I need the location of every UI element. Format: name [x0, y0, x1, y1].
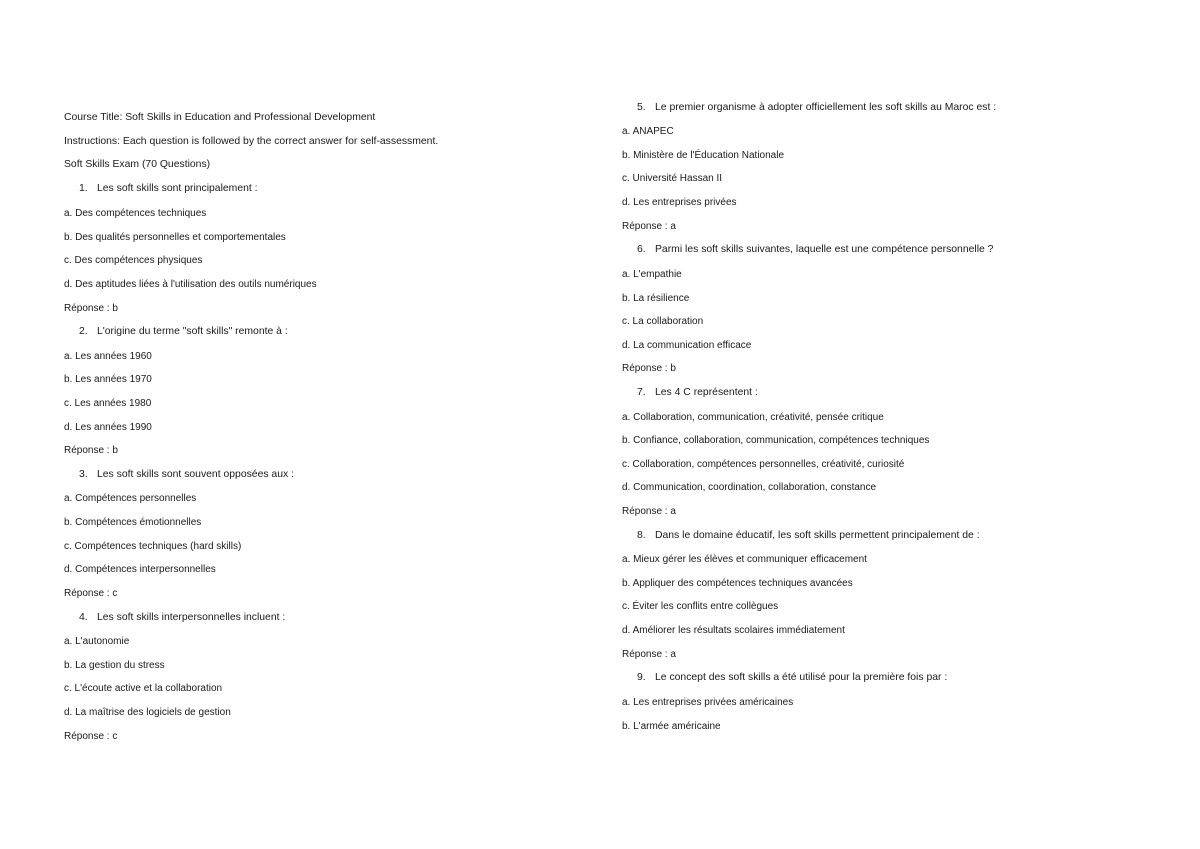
exam-title: Soft Skills Exam (70 Questions) [64, 159, 211, 170]
option-8c: c. Éviter les conflits entre collègues [622, 601, 779, 612]
option-3b: b. Compétences émotionnelles [64, 517, 202, 528]
option-6b: b. La résilience [622, 293, 690, 304]
option-6c: c. La collaboration [622, 316, 704, 327]
question-number: 2. [79, 326, 88, 337]
question-text: L'origine du terme "soft skills" remonte à : [97, 326, 288, 337]
option-1b: b. Des qualités personnelles et comportementales [64, 232, 286, 243]
option-5b: b. Ministère de l'Éducation Nationale [622, 150, 785, 161]
option-7c: c. Collaboration, compétences personnelles, créativité, curiosité [622, 459, 905, 470]
question-text: Le premier organisme à adopter officiellement les soft skills au Maroc est : [655, 102, 997, 113]
answer-7: Réponse : a [622, 506, 676, 517]
option-2a: a. Les années 1960 [64, 351, 152, 362]
option-2c: c. Les années 1980 [64, 398, 152, 409]
option-8a: a. Mieux gérer les élèves et communiquer efficacement [622, 554, 867, 565]
option-5c: c. Université Hassan II [622, 173, 723, 184]
option-4d: d. La maîtrise des logiciels de gestion [64, 707, 231, 718]
option-6a: a. L'empathie [622, 269, 682, 280]
option-6d: d. La communication efficace [622, 340, 752, 351]
question-number: 7. [637, 387, 646, 398]
answer-4: Réponse : c [64, 731, 118, 742]
option-2d: d. Les années 1990 [64, 422, 152, 433]
option-3d: d. Compétences interpersonnelles [64, 564, 216, 575]
option-2b: b. Les années 1970 [64, 374, 152, 385]
question-8 [622, 530, 980, 542]
option-8b: b. Appliquer des compétences techniques avancées [622, 578, 853, 589]
question-number: 8. [637, 530, 646, 541]
question-text: Les soft skills sont souvent opposées aux : [97, 469, 294, 480]
instructions: Instructions: Each question is followed by the correct answer for self-assessment. [64, 136, 439, 147]
question-text: Parmi les soft skills suivantes, laquelle est une compétence personnelle ? [655, 244, 994, 255]
option-1d: d. Des aptitudes liées à l'utilisation des outils numériques [64, 279, 317, 290]
answer-1: Réponse : b [64, 303, 118, 314]
question-5 [622, 102, 996, 114]
question-number: 6. [637, 244, 646, 255]
option-1c: c. Des compétences physiques [64, 255, 203, 266]
answer-2: Réponse : b [64, 445, 118, 456]
question-4 [64, 612, 285, 624]
question-number: 3. [79, 469, 88, 480]
option-4c: c. L'écoute active et la collaboration [64, 683, 223, 694]
option-3a: a. Compétences personnelles [64, 493, 197, 504]
option-7d: d. Communication, coordination, collaboration, constance [622, 482, 877, 493]
question-text: Les 4 C représentent : [655, 387, 758, 398]
option-5d: d. Les entreprises privées [622, 197, 737, 208]
question-2 [64, 326, 288, 338]
option-7a: a. Collaboration, communication, créativité, pensée critique [622, 412, 884, 423]
option-4a: a. L'autonomie [64, 636, 130, 647]
question-number: 5. [637, 102, 646, 113]
question-text: Le concept des soft skills a été utilisé pour la première fois par : [655, 672, 948, 683]
option-8d: d. Améliorer les résultats scolaires immédiatement [622, 625, 845, 636]
question-number: 4. [79, 612, 88, 623]
answer-5: Réponse : a [622, 221, 676, 232]
option-4b: b. La gestion du stress [64, 660, 165, 671]
question-7 [622, 387, 758, 399]
course-title: Course Title: Soft Skills in Education and Professional Development [64, 112, 376, 123]
option-5a: a. ANAPEC [622, 126, 674, 137]
question-6 [622, 244, 993, 256]
option-9a: a. Les entreprises privées américaines [622, 697, 794, 708]
option-1a: a. Des compétences techniques [64, 208, 207, 219]
answer-8: Réponse : a [622, 649, 676, 660]
question-1 [64, 183, 258, 195]
question-3 [64, 469, 294, 481]
question-9 [622, 672, 947, 684]
option-9b: b. L'armée américaine [622, 721, 721, 732]
question-number: 1. [79, 183, 88, 194]
answer-6: Réponse : b [622, 363, 676, 374]
question-text: Dans le domaine éducatif, les soft skills permettent principalement de : [655, 530, 980, 541]
question-text: Les soft skills sont principalement : [97, 183, 258, 194]
option-7b: b. Confiance, collaboration, communication, compétences techniques [622, 435, 930, 446]
option-3c: c. Compétences techniques (hard skills) [64, 541, 242, 552]
question-number: 9. [637, 672, 646, 683]
answer-3: Réponse : c [64, 588, 118, 599]
question-text: Les soft skills interpersonnelles incluent : [97, 612, 286, 623]
